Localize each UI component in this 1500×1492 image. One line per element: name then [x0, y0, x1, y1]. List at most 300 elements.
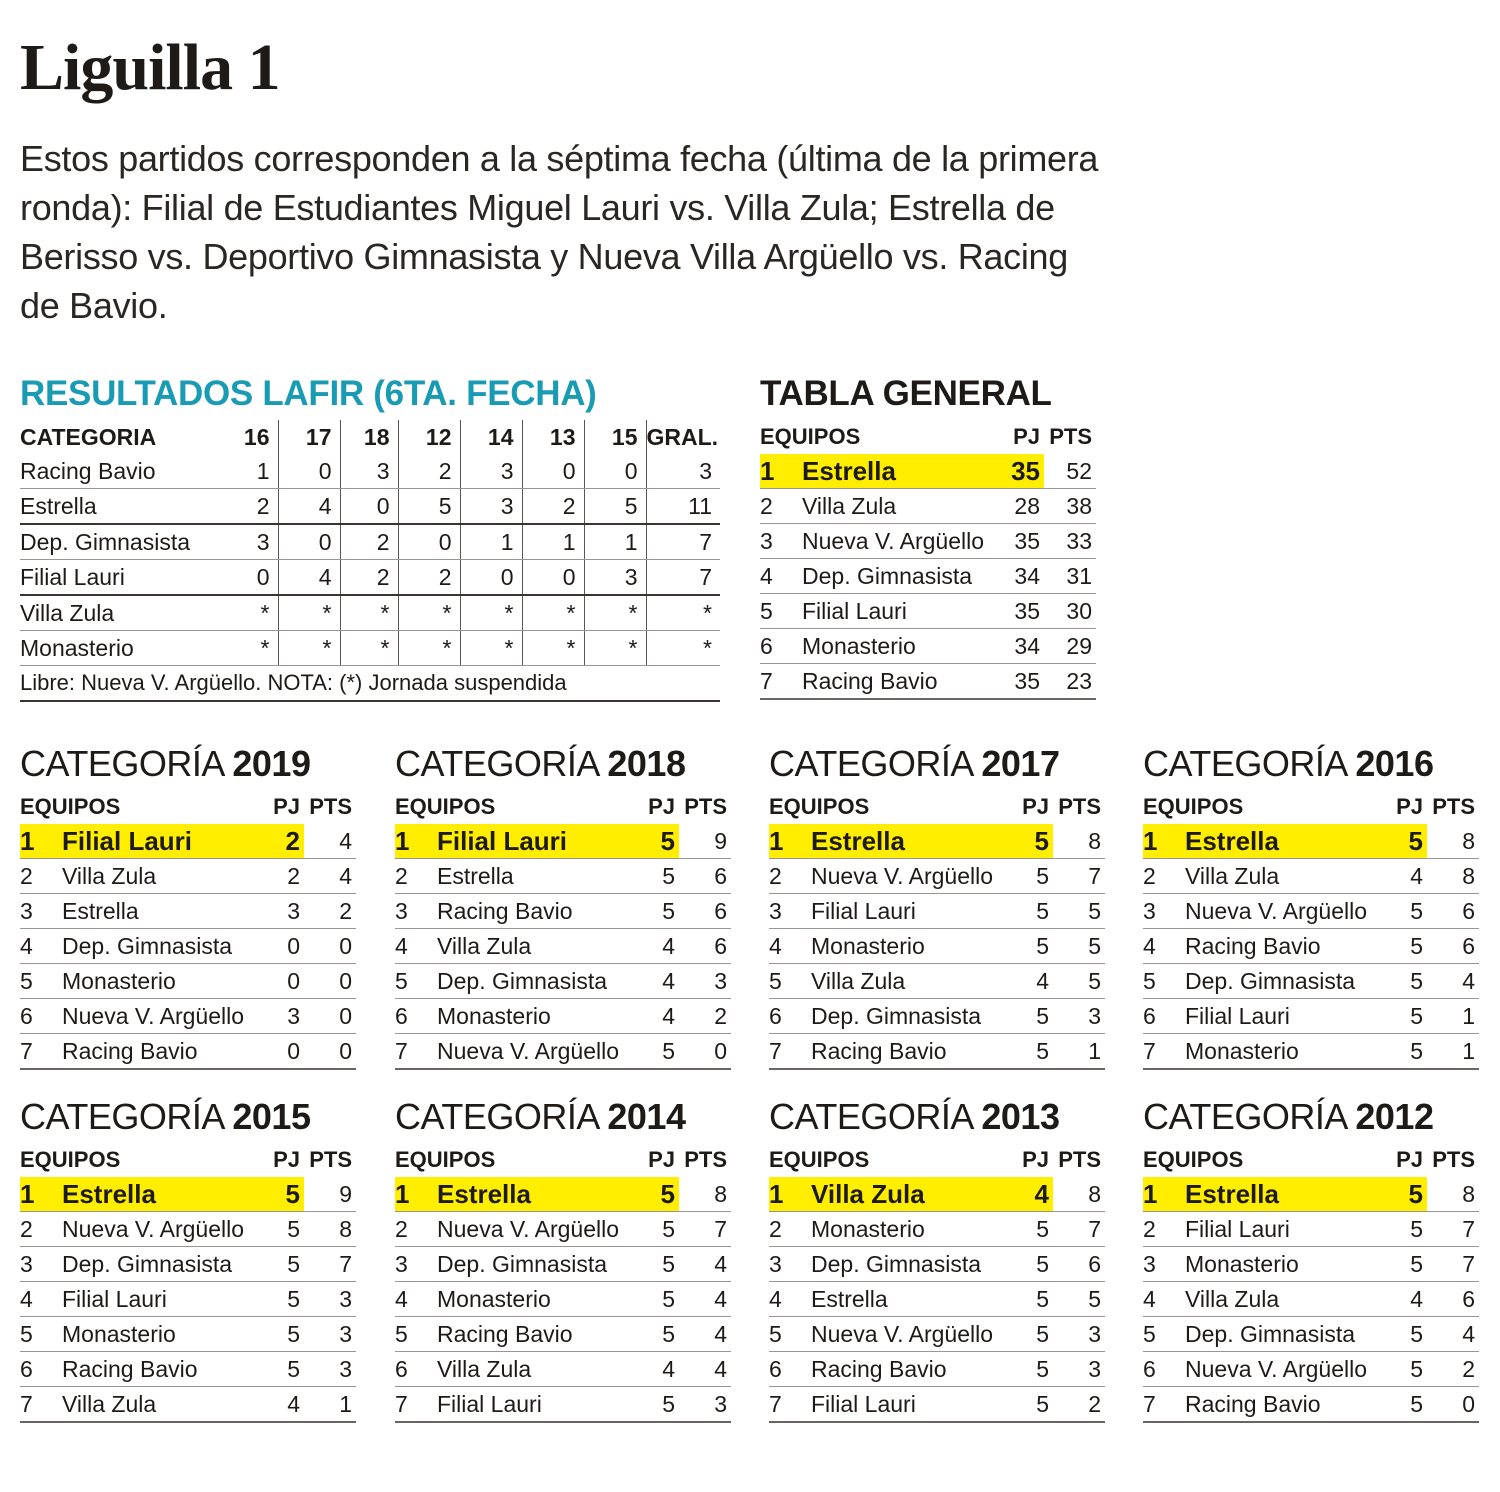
standings-header-pj: PJ	[1022, 1147, 1049, 1172]
standings-played: 5	[629, 1034, 679, 1070]
standings-played: 2	[254, 859, 304, 894]
standings-team: Nueva V. Argüello	[811, 859, 1003, 894]
standings-team: Estrella	[811, 824, 1003, 859]
category-standings-table	[395, 790, 731, 1070]
standings-points: 31	[1044, 559, 1096, 594]
standings-team: Estrella	[802, 454, 994, 489]
standings-team: Monasterio	[437, 999, 629, 1034]
standings-played: 5	[1377, 929, 1427, 964]
standings-position: 2	[20, 1212, 62, 1247]
standings-position: 1	[20, 1177, 62, 1212]
standings-position: 4	[769, 1282, 811, 1317]
standings-position: 7	[769, 1387, 811, 1423]
results-score-cell: *	[216, 595, 278, 631]
standings-position: 3	[1143, 1247, 1185, 1282]
category-standings-table	[1143, 790, 1479, 1070]
standings-played: 5	[1377, 1177, 1427, 1212]
results-score-cell: 1	[216, 454, 278, 489]
standings-team: Estrella	[1185, 824, 1377, 859]
standings-played: 5	[629, 1247, 679, 1282]
standings-points: 7	[1053, 1212, 1105, 1247]
standings-played: 5	[1003, 1352, 1053, 1387]
standings-position: 3	[1143, 894, 1185, 929]
standings-team: Estrella	[437, 859, 629, 894]
standings-position: 6	[1143, 1352, 1185, 1387]
standings-played: 5	[254, 1247, 304, 1282]
standings-team: Nueva V. Argüello	[1185, 894, 1377, 929]
results-row	[20, 454, 720, 489]
standings-played: 5	[1003, 1212, 1053, 1247]
standings-position: 2	[769, 1212, 811, 1247]
standings-played: 0	[254, 964, 304, 999]
standings-position: 3	[395, 1247, 437, 1282]
standings-header-team: EQUIPOS	[769, 794, 870, 819]
standings-row	[20, 859, 356, 894]
standings-points: 7	[1053, 859, 1105, 894]
results-score-cell: *	[646, 595, 720, 631]
standings-team: Racing Bavio	[1185, 1387, 1377, 1423]
results-score-cell: *	[646, 631, 720, 666]
standings-row	[1143, 1282, 1479, 1317]
standings-team: Dep. Gimnasista	[802, 559, 994, 594]
standings-header-pj: PJ	[648, 794, 675, 819]
standings-team: Racing Bavio	[1185, 929, 1377, 964]
standings-position: 7	[20, 1387, 62, 1423]
standings-played: 34	[994, 559, 1044, 594]
standings-played: 4	[254, 1387, 304, 1423]
standings-points: 3	[1053, 999, 1105, 1034]
results-score-cell: 5	[584, 489, 646, 525]
standings-header-pj: PJ	[648, 1147, 675, 1172]
standings-points: 2	[304, 894, 356, 929]
standings-header-pts: PTS	[1432, 1147, 1475, 1172]
results-score-cell: *	[584, 595, 646, 631]
results-header-cell: 13	[522, 420, 584, 454]
standings-row	[20, 824, 356, 859]
standings-team: Filial Lauri	[811, 1387, 1003, 1423]
standings-points: 4	[679, 1282, 731, 1317]
standings-team: Villa Zula	[62, 859, 254, 894]
category-label: CATEGORÍA	[20, 743, 223, 784]
standings-points: 8	[1427, 859, 1479, 894]
standings-header-pts: PTS	[1058, 794, 1101, 819]
standings-team: Racing Bavio	[62, 1034, 254, 1070]
results-score-cell: 3	[340, 454, 398, 489]
standings-position: 2	[760, 489, 802, 524]
standings-points: 7	[1427, 1247, 1479, 1282]
standings-points: 9	[304, 1177, 356, 1212]
category-year: 2015	[232, 1096, 311, 1137]
standings-team: Filial Lauri	[437, 1387, 629, 1423]
standings-played: 3	[254, 999, 304, 1034]
results-score-cell: 3	[216, 524, 278, 560]
standings-position: 1	[1143, 1177, 1185, 1212]
standings-row	[395, 1177, 731, 1212]
standings-row	[1143, 1387, 1479, 1423]
standings-points: 4	[304, 859, 356, 894]
standings-played: 4	[629, 929, 679, 964]
standings-row	[1143, 1034, 1479, 1070]
standings-row	[760, 559, 1096, 594]
standings-position: 4	[769, 929, 811, 964]
category-label: CATEGORÍA	[1143, 743, 1346, 784]
standings-row	[20, 1352, 356, 1387]
standings-position: 3	[395, 894, 437, 929]
standings-position: 7	[769, 1034, 811, 1070]
standings-row	[20, 894, 356, 929]
standings-row	[395, 1212, 731, 1247]
standings-points: 4	[1427, 964, 1479, 999]
results-score-cell: 2	[340, 560, 398, 596]
category-title	[769, 744, 1059, 784]
standings-position: 2	[395, 859, 437, 894]
standings-position: 2	[1143, 859, 1185, 894]
standings-position: 1	[395, 1177, 437, 1212]
standings-team: Villa Zula	[1185, 859, 1377, 894]
results-score-cell: 0	[522, 454, 584, 489]
standings-row	[769, 964, 1105, 999]
standings-played: 35	[994, 524, 1044, 559]
standings-points: 3	[1053, 1317, 1105, 1352]
results-score-cell: 3	[460, 489, 522, 525]
category-year: 2014	[607, 1096, 686, 1137]
standings-points: 6	[1053, 1247, 1105, 1282]
standings-points: 2	[679, 999, 731, 1034]
standings-row	[395, 999, 731, 1034]
standings-header-row	[769, 790, 1105, 824]
standings-position: 4	[1143, 929, 1185, 964]
standings-points: 3	[679, 964, 731, 999]
results-score-cell: 3	[460, 454, 522, 489]
standings-team: Monasterio	[62, 964, 254, 999]
standings-header-row	[769, 1143, 1105, 1177]
results-score-cell: 7	[646, 524, 720, 560]
standings-position: 6	[769, 999, 811, 1034]
standings-row	[1143, 859, 1479, 894]
standings-points: 4	[679, 1247, 731, 1282]
standings-points: 8	[304, 1212, 356, 1247]
results-header-cell: 16	[216, 420, 278, 454]
standings-team: Nueva V. Argüello	[437, 1212, 629, 1247]
standings-header-team: EQUIPOS	[395, 794, 496, 819]
standings-row	[20, 964, 356, 999]
standings-played: 4	[629, 1352, 679, 1387]
standings-played: 5	[254, 1282, 304, 1317]
category-year: 2012	[1355, 1096, 1434, 1137]
standings-row	[395, 894, 731, 929]
standings-points: 5	[1053, 964, 1105, 999]
results-score-cell: 1	[460, 524, 522, 560]
standings-row	[1143, 964, 1479, 999]
standings-team: Dep. Gimnasista	[811, 1247, 1003, 1282]
standings-team: Nueva V. Argüello	[62, 999, 254, 1034]
standings-position: 7	[760, 664, 802, 700]
standings-played: 5	[1003, 999, 1053, 1034]
standings-points: 3	[679, 1387, 731, 1423]
category-label: CATEGORÍA	[769, 743, 972, 784]
category-standings-table	[20, 790, 356, 1070]
category-standings-table	[20, 1143, 356, 1423]
standings-played: 5	[1377, 1352, 1427, 1387]
results-note: Libre: Nueva V. Argüello. NOTA: (*) Jornada suspendida	[20, 666, 720, 702]
standings-points: 6	[1427, 1282, 1479, 1317]
standings-played: 5	[629, 824, 679, 859]
standings-team: Filial Lauri	[1185, 1212, 1377, 1247]
standings-points: 6	[1427, 929, 1479, 964]
results-score-cell: 1	[584, 524, 646, 560]
results-team-cell: Racing Bavio	[20, 454, 216, 489]
standings-position: 2	[769, 859, 811, 894]
standings-position: 4	[395, 1282, 437, 1317]
standings-team: Nueva V. Argüello	[437, 1034, 629, 1070]
standings-points: 9	[679, 824, 731, 859]
category-year: 2019	[232, 743, 311, 784]
standings-played: 5	[1003, 1034, 1053, 1070]
standings-row	[769, 1212, 1105, 1247]
standings-played: 5	[1003, 824, 1053, 859]
standings-points: 8	[1427, 824, 1479, 859]
standings-team: Filial Lauri	[811, 894, 1003, 929]
standings-team: Villa Zula	[437, 929, 629, 964]
standings-points: 6	[679, 894, 731, 929]
standings-position: 1	[20, 824, 62, 859]
standings-points: 1	[1053, 1034, 1105, 1070]
standings-header-pj: PJ	[1022, 794, 1049, 819]
standings-position: 6	[1143, 999, 1185, 1034]
standings-played: 4	[1003, 964, 1053, 999]
standings-points: 4	[304, 824, 356, 859]
standings-header-row	[1143, 1143, 1479, 1177]
category-year: 2016	[1355, 743, 1434, 784]
standings-position: 4	[395, 929, 437, 964]
standings-position: 3	[760, 524, 802, 559]
standings-played: 35	[994, 454, 1044, 489]
standings-position: 5	[1143, 1317, 1185, 1352]
standings-header-team: EQUIPOS	[1143, 1147, 1244, 1172]
standings-points: 7	[304, 1247, 356, 1282]
results-title: RESULTADOS LAFIR (6TA. FECHA)	[20, 374, 597, 413]
standings-team: Estrella	[1185, 1177, 1377, 1212]
category-label: CATEGORÍA	[20, 1096, 223, 1137]
results-team-cell: Villa Zula	[20, 595, 216, 631]
category-title	[20, 744, 310, 784]
results-score-cell: 2	[398, 454, 460, 489]
standings-points: 3	[304, 1317, 356, 1352]
standings-row	[395, 824, 731, 859]
standings-team: Nueva V. Argüello	[1185, 1352, 1377, 1387]
standings-team: Monasterio	[1185, 1247, 1377, 1282]
category-standings-table	[769, 1143, 1105, 1423]
standings-played: 5	[629, 1282, 679, 1317]
standings-points: 7	[1427, 1212, 1479, 1247]
results-header-cell: 14	[460, 420, 522, 454]
standings-position: 1	[760, 454, 802, 489]
standings-row	[1143, 1212, 1479, 1247]
standings-row	[20, 1177, 356, 1212]
standings-row	[760, 524, 1096, 559]
standings-points: 3	[304, 1282, 356, 1317]
standings-points: 2	[1053, 1387, 1105, 1423]
standings-position: 5	[395, 1317, 437, 1352]
standings-position: 4	[1143, 1282, 1185, 1317]
standings-position: 3	[20, 894, 62, 929]
results-team-cell: Monasterio	[20, 631, 216, 666]
results-score-cell: 0	[278, 524, 340, 560]
standings-played: 5	[254, 1212, 304, 1247]
results-score-cell: 2	[340, 524, 398, 560]
standings-position: 7	[1143, 1387, 1185, 1423]
standings-header-team: EQUIPOS	[395, 1147, 496, 1172]
standings-points: 6	[679, 859, 731, 894]
results-header-cell: GRAL.	[646, 423, 719, 450]
standings-position: 3	[769, 1247, 811, 1282]
standings-row	[769, 1282, 1105, 1317]
results-row	[20, 489, 720, 525]
standings-team: Nueva V. Argüello	[811, 1317, 1003, 1352]
standings-played: 35	[994, 594, 1044, 629]
results-score-cell: *	[460, 631, 522, 666]
standings-position: 3	[20, 1247, 62, 1282]
standings-points: 52	[1044, 454, 1096, 489]
standings-row	[395, 1387, 731, 1423]
results-score-cell: *	[460, 595, 522, 631]
results-team-cell: Estrella	[20, 489, 216, 525]
standings-header-row	[395, 790, 731, 824]
category-title	[395, 1097, 685, 1137]
results-score-cell: 11	[646, 489, 720, 525]
standings-header-row	[20, 790, 356, 824]
standings-row	[20, 1282, 356, 1317]
category-year: 2013	[981, 1096, 1060, 1137]
standings-played: 0	[254, 929, 304, 964]
standings-row	[20, 929, 356, 964]
results-header-cell: CATEGORIA	[20, 423, 157, 450]
standings-team: Villa Zula	[62, 1387, 254, 1423]
standings-header-team: EQUIPOS	[20, 794, 121, 819]
category-year: 2018	[607, 743, 686, 784]
standings-played: 3	[254, 894, 304, 929]
standings-row	[395, 1247, 731, 1282]
standings-team: Villa Zula	[437, 1352, 629, 1387]
results-score-cell: *	[340, 631, 398, 666]
standings-position: 3	[769, 894, 811, 929]
results-score-cell: 0	[278, 454, 340, 489]
standings-position: 4	[20, 1282, 62, 1317]
standings-row	[20, 1317, 356, 1352]
standings-row	[20, 1034, 356, 1070]
standings-row	[769, 1177, 1105, 1212]
standings-header-pj: PJ	[1396, 794, 1423, 819]
standings-team: Dep. Gimnasista	[1185, 964, 1377, 999]
standings-header-team: EQUIPOS	[769, 1147, 870, 1172]
standings-position: 6	[395, 1352, 437, 1387]
standings-points: 5	[1053, 929, 1105, 964]
results-score-cell: *	[216, 631, 278, 666]
results-header-cell: 17	[278, 420, 340, 454]
standings-points: 4	[679, 1317, 731, 1352]
standings-row	[1143, 824, 1479, 859]
standings-position: 7	[20, 1034, 62, 1070]
standings-played: 4	[629, 999, 679, 1034]
standings-played: 5	[1003, 859, 1053, 894]
standings-played: 0	[254, 1034, 304, 1070]
category-standings-table	[769, 790, 1105, 1070]
standings-points: 3	[304, 1352, 356, 1387]
category-label: CATEGORÍA	[395, 1096, 598, 1137]
standings-points: 5	[1053, 894, 1105, 929]
standings-row	[1143, 999, 1479, 1034]
standings-position: 6	[20, 1352, 62, 1387]
results-note-row	[20, 666, 720, 702]
results-score-cell: 7	[646, 560, 720, 596]
standings-points: 0	[304, 1034, 356, 1070]
standings-header-row	[395, 1143, 731, 1177]
results-score-cell: 1	[522, 524, 584, 560]
standings-position: 7	[1143, 1034, 1185, 1070]
standings-team: Racing Bavio	[811, 1352, 1003, 1387]
standings-header-pts: PTS	[1058, 1147, 1101, 1172]
standings-points: 6	[679, 929, 731, 964]
standings-row	[395, 964, 731, 999]
standings-team: Filial Lauri	[62, 824, 254, 859]
standings-played: 5	[1003, 894, 1053, 929]
standings-team: Dep. Gimnasista	[811, 999, 1003, 1034]
standings-header-pj: PJ	[1396, 1147, 1423, 1172]
standings-points: 29	[1044, 629, 1096, 664]
standings-played: 4	[1003, 1177, 1053, 1212]
standings-played: 5	[1377, 824, 1427, 859]
standings-team: Estrella	[62, 1177, 254, 1212]
results-score-cell: 0	[340, 489, 398, 525]
results-row	[20, 595, 720, 631]
standings-points: 8	[679, 1177, 731, 1212]
standings-team: Estrella	[62, 894, 254, 929]
standings-points: 0	[304, 929, 356, 964]
standings-points: 38	[1044, 489, 1096, 524]
standings-points: 8	[1427, 1177, 1479, 1212]
standings-position: 7	[395, 1034, 437, 1070]
category-label: CATEGORÍA	[1143, 1096, 1346, 1137]
results-score-cell: *	[278, 595, 340, 631]
standings-played: 5	[1377, 1212, 1427, 1247]
standings-header-pts: PTS	[684, 794, 727, 819]
standings-points: 1	[1427, 1034, 1479, 1070]
standings-team: Dep. Gimnasista	[437, 964, 629, 999]
category-label: CATEGORÍA	[395, 743, 598, 784]
results-header-row	[20, 420, 720, 454]
standings-played: 28	[994, 489, 1044, 524]
standings-row	[769, 824, 1105, 859]
standings-points: 7	[679, 1212, 731, 1247]
standings-position: 4	[20, 929, 62, 964]
results-score-cell: 2	[398, 560, 460, 596]
standings-team: Villa Zula	[1185, 1282, 1377, 1317]
standings-row	[395, 1352, 731, 1387]
standings-played: 5	[629, 1177, 679, 1212]
standings-header-pts: PTS	[1432, 794, 1475, 819]
standings-points: 2	[1427, 1352, 1479, 1387]
results-score-cell: *	[522, 595, 584, 631]
results-score-cell: *	[584, 631, 646, 666]
standings-team: Racing Bavio	[802, 664, 994, 700]
standings-points: 0	[304, 999, 356, 1034]
standings-row	[1143, 1317, 1479, 1352]
general-standings-table	[760, 420, 1096, 700]
standings-row	[1143, 1177, 1479, 1212]
standings-points: 8	[1053, 824, 1105, 859]
standings-team: Monasterio	[1185, 1034, 1377, 1070]
standings-header-pts: PTS	[309, 1147, 352, 1172]
